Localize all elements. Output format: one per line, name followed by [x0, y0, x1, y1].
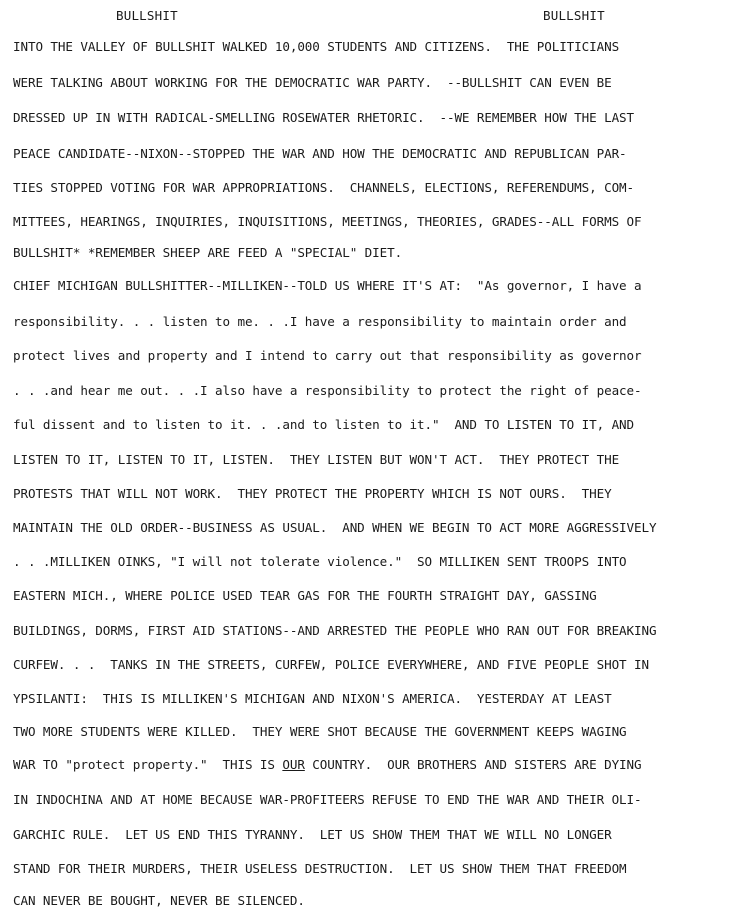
- body-line-26: CAN NEVER BE BOUGHT, NEVER BE SILENCED.: [13, 893, 305, 908]
- body-line-8: CHIEF MICHIGAN BULLSHITTER--MILLIKEN--TOLD US WHERE IT'S AT: "As governor, I have a: [13, 278, 642, 293]
- body-line-6: MITTEES, HEARINGS, INQUIRIES, INQUISITIONS, MEETINGS, THEORIES, GRADES--ALL FORMS OF: [13, 214, 642, 229]
- body-line-22: [13, 757, 642, 773]
- body-line-5: TIES STOPPED VOTING FOR WAR APPROPRIATIONS. CHANNELS, ELECTIONS, REFERENDUMS, COM-: [13, 180, 635, 195]
- body-line-3: DRESSED UP IN WITH RADICAL-SMELLING ROSEWATER RHETORIC. --WE REMEMBER HOW THE LAST: [13, 110, 635, 125]
- body-line-2: WERE TALKING ABOUT WORKING FOR THE DEMOCRATIC WAR PARTY. --BULLSHIT CAN EVEN BE: [13, 75, 612, 90]
- body-line-14: PROTESTS THAT WILL NOT WORK. THEY PROTECT THE PROPERTY WHICH IS NOT OURS. THEY: [13, 486, 612, 501]
- body-line-25: STAND FOR THEIR MURDERS, THEIR USELESS DESTRUCTION. LET US SHOW THEM THAT FREEDOM: [13, 861, 627, 876]
- body-line-17: EASTERN MICH., WHERE POLICE USED TEAR GAS FOR THE FOURTH STRAIGHT DAY, GASSING: [13, 588, 597, 603]
- body-line-23: IN INDOCHINA AND AT HOME BECAUSE WAR-PROFITEERS REFUSE TO END THE WAR AND THEIR OLI-: [13, 792, 642, 807]
- header-right: BULLSHIT: [543, 8, 605, 23]
- body-line-22-head: WAR TO "protect property." THIS IS: [13, 757, 283, 772]
- body-line-1: INTO THE VALLEY OF BULLSHIT WALKED 10,000 STUDENTS AND CITIZENS. THE POLITICIANS: [13, 39, 620, 54]
- header-left: BULLSHIT: [116, 8, 178, 23]
- body-line-19: CURFEW. . . TANKS IN THE STREETS, CURFEW, POLICE EVERYWHERE, AND FIVE PEOPLE SHOT IN: [13, 657, 649, 672]
- body-line-18: BUILDINGS, DORMS, FIRST AID STATIONS--AND ARRESTED THE PEOPLE WHO RAN OUT FOR BREAKING: [13, 623, 657, 638]
- body-line-13: LISTEN TO IT, LISTEN TO IT, LISTEN. THEY LISTEN BUT WON'T ACT. THEY PROTECT THE: [13, 452, 620, 467]
- body-line-15: MAINTAIN THE OLD ORDER--BUSINESS AS USUAL. AND WHEN WE BEGIN TO ACT MORE AGGRESSIVELY: [13, 520, 657, 535]
- body-line-24: GARCHIC RULE. LET US END THIS TYRANNY. LET US SHOW THEM THAT WE WILL NO LONGER: [13, 827, 612, 842]
- body-line-9: responsibility. . . listen to me. . .I have a responsibility to maintain order and: [13, 314, 627, 329]
- body-line-4: PEACE CANDIDATE--NIXON--STOPPED THE WAR AND HOW THE DEMOCRATIC AND REPUBLICAN PAR-: [13, 146, 627, 161]
- body-line-11: . . .and hear me out. . .I also have a responsibility to protect the right of peace-: [13, 383, 642, 398]
- underlined-word: OUR: [282, 757, 305, 772]
- body-line-21: TWO MORE STUDENTS WERE KILLED. THEY WERE SHOT BECAUSE THE GOVERNMENT KEEPS WAGING: [13, 724, 627, 739]
- body-line-10: protect lives and property and I intend to carry out that responsibility as governor: [13, 348, 642, 363]
- body-line-12: ful dissent and to listen to it. . .and to listen to it." AND TO LISTEN TO IT, AND: [13, 417, 635, 432]
- body-line-16: . . .MILLIKEN OINKS, "I will not tolerate violence." SO MILLIKEN SENT TROOPS INTO: [13, 554, 627, 569]
- body-line-20: YPSILANTI: THIS IS MILLIKEN'S MICHIGAN AND NIXON'S AMERICA. YESTERDAY AT LEAST: [13, 691, 612, 706]
- body-line-22-tail: COUNTRY. OUR BROTHERS AND SISTERS ARE DYING: [304, 757, 642, 772]
- body-line-7: BULLSHIT* *REMEMBER SHEEP ARE FEED A "SPECIAL" DIET.: [13, 245, 403, 260]
